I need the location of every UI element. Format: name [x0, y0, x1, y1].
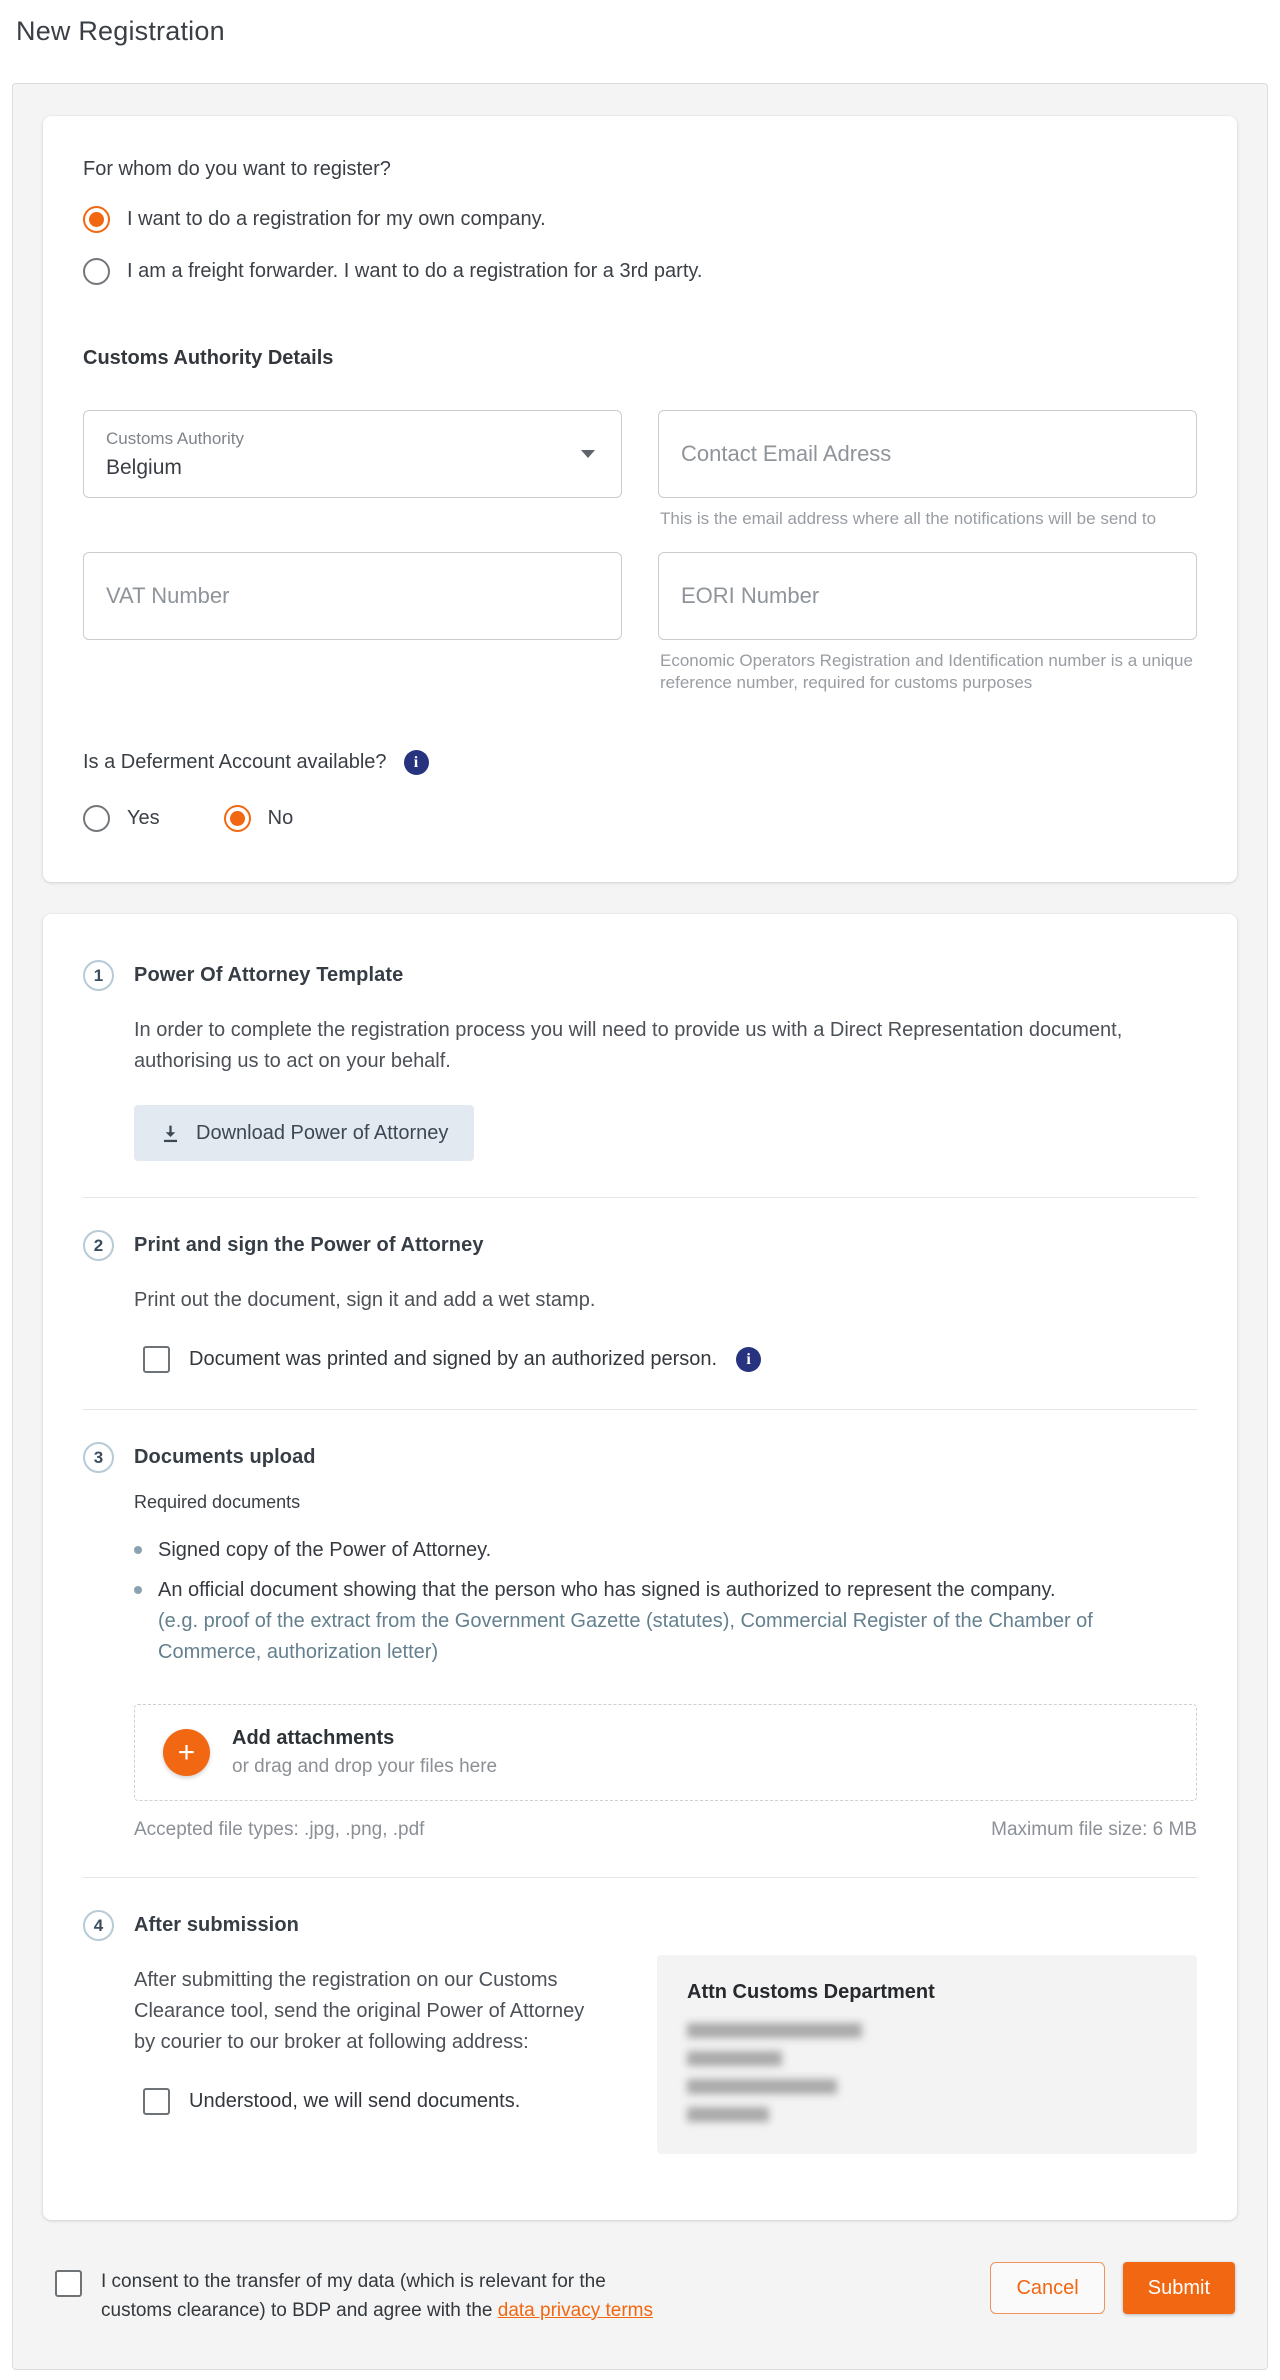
radio-freight-forwarder[interactable] — [83, 258, 110, 285]
step-print-and-sign — [83, 1234, 1197, 1373]
bullet-icon — [134, 1546, 142, 1554]
contact-email-input[interactable] — [658, 410, 1197, 498]
radio-deferment-yes[interactable] — [83, 805, 110, 832]
submit-button[interactable]: Submit — [1123, 2262, 1235, 2314]
required-documents-list — [134, 1535, 1197, 1668]
customs-authority-select-value: Belgium — [106, 455, 182, 479]
download-icon — [160, 1123, 181, 1144]
divider — [83, 1197, 1197, 1198]
accepted-file-types: Accepted file types: .jpg, .png, .pdf — [134, 1819, 425, 1841]
customs-fields-grid — [83, 410, 1197, 694]
understood-checkbox[interactable] — [143, 2088, 170, 2115]
step-documents-upload — [83, 1446, 1197, 1841]
list-item — [134, 1535, 1197, 1566]
list-item — [134, 1575, 1197, 1668]
step-power-of-attorney-template — [83, 964, 1197, 1161]
add-attachments-label: Add attachments — [232, 1727, 395, 1750]
step-after-submission — [83, 1914, 1197, 2154]
download-button-label: Download Power of Attorney — [196, 1121, 449, 1144]
radio-own-company-label: I want to do a registration for my own company. — [127, 208, 546, 230]
cancel-button[interactable]: Cancel — [990, 2262, 1104, 2314]
radio-own-company[interactable] — [83, 206, 110, 233]
understood-checkbox-row — [143, 2088, 601, 2115]
form-footer — [43, 2262, 1237, 2325]
step-2-description: Print out the document, sign it and add a wet stamp. — [134, 1289, 596, 1312]
steps-card — [43, 914, 1237, 2220]
step-4-number: 4 — [83, 1910, 114, 1941]
info-icon[interactable]: i — [404, 750, 429, 775]
eori-number-input[interactable] — [658, 552, 1197, 640]
printed-signed-checkbox-label: Document was printed and signed by an authorized person. — [189, 1348, 718, 1371]
customs-authority-select[interactable] — [83, 410, 622, 498]
bullet-text: An official document showing that the person who has signed is authorized to represent the company. — [158, 1579, 1056, 1602]
attachments-dropzone[interactable] — [134, 1704, 1197, 1801]
radio-deferment-no-label: No — [267, 807, 294, 830]
radio-option-deferment-yes[interactable] — [83, 805, 160, 832]
consent-row — [55, 2268, 661, 2325]
redacted-address-line — [687, 2051, 782, 2066]
radio-freight-forwarder-label: I am a freight forwarder. I want to do a registration for a 3rd party. — [127, 260, 703, 282]
divider — [83, 1409, 1197, 1410]
bullet-text: Signed copy of the Power of Attorney. — [158, 1539, 492, 1562]
radio-option-own-company[interactable] — [83, 206, 1197, 233]
customs-authority-select-label: Customs Authority — [106, 428, 244, 448]
step-4-title: After submission — [134, 1914, 299, 1937]
redacted-address-line — [687, 2107, 769, 2122]
broker-address-title: Attn Customs Department — [687, 1981, 935, 2004]
printed-signed-checkbox[interactable] — [143, 1346, 170, 1373]
consent-text: I consent to the transfer of my data (which is relevant for the customs clearance) to BDP and agree with the data privacy terms — [101, 2271, 653, 2321]
maximum-file-size: Maximum file size: 6 MB — [991, 1819, 1197, 1841]
bullet-icon — [134, 1586, 142, 1594]
step-1-number: 1 — [83, 960, 114, 991]
step-2-title: Print and sign the Power of Attorney — [134, 1234, 484, 1257]
register-for-question: For whom do you want to register? — [83, 158, 391, 180]
step-2-number: 2 — [83, 1230, 114, 1261]
divider — [83, 1877, 1197, 1878]
form-container — [12, 83, 1268, 2370]
page-title: New Registration — [16, 16, 225, 46]
step-1-description: In order to complete the registration process you will need to provide us with a Direct Representation document, authorising us to act on your behalf. — [134, 1019, 1123, 1073]
eori-number-helper: Economic Operators Registration and Identification number is a unique reference number, required for customs purposes — [660, 651, 1193, 693]
required-documents-label: Required documents — [134, 1492, 301, 1513]
data-privacy-terms-link[interactable]: data privacy terms — [497, 2299, 653, 2321]
printed-signed-checkbox-row — [143, 1346, 1197, 1373]
step-3-number: 3 — [83, 1442, 114, 1473]
step-4-description: After submitting the registration on our Customs Clearance tool, send the original Power of Attorney by courier to our broker at following address: — [134, 1969, 585, 2054]
chevron-down-icon — [581, 450, 595, 458]
radio-deferment-yes-label: Yes — [127, 807, 160, 830]
download-power-of-attorney-button[interactable] — [134, 1105, 474, 1161]
redacted-address-line — [687, 2023, 862, 2038]
broker-address-box — [657, 1955, 1197, 2154]
radio-option-deferment-no[interactable] — [224, 805, 294, 832]
radio-deferment-no[interactable] — [224, 805, 251, 832]
deferment-question: Is a Deferment Account available? — [83, 751, 387, 774]
step-3-title: Documents upload — [134, 1446, 316, 1469]
step-1-title: Power Of Attorney Template — [134, 964, 404, 987]
drag-drop-hint: or drag and drop your files here — [232, 1756, 498, 1778]
redacted-address-line — [687, 2079, 837, 2094]
info-icon[interactable]: i — [736, 1347, 761, 1372]
registration-details-card — [43, 116, 1237, 882]
consent-checkbox[interactable] — [55, 2270, 82, 2297]
radio-option-freight-forwarder[interactable] — [83, 258, 1197, 285]
contact-email-helper: This is the email address where all the notifications will be send to — [660, 509, 1157, 528]
add-attachment-plus-icon[interactable]: + — [163, 1729, 210, 1776]
vat-number-input[interactable] — [83, 552, 622, 640]
bullet-note: (e.g. proof of the extract from the Government Gazette (statutes), Commercial Register of the Chamber of Commerce, authorization letter) — [158, 1610, 1093, 1664]
customs-authority-details-heading: Customs Authority Details — [83, 347, 334, 369]
deferment-section — [83, 750, 1197, 832]
understood-checkbox-label: Understood, we will send documents. — [189, 2090, 521, 2113]
